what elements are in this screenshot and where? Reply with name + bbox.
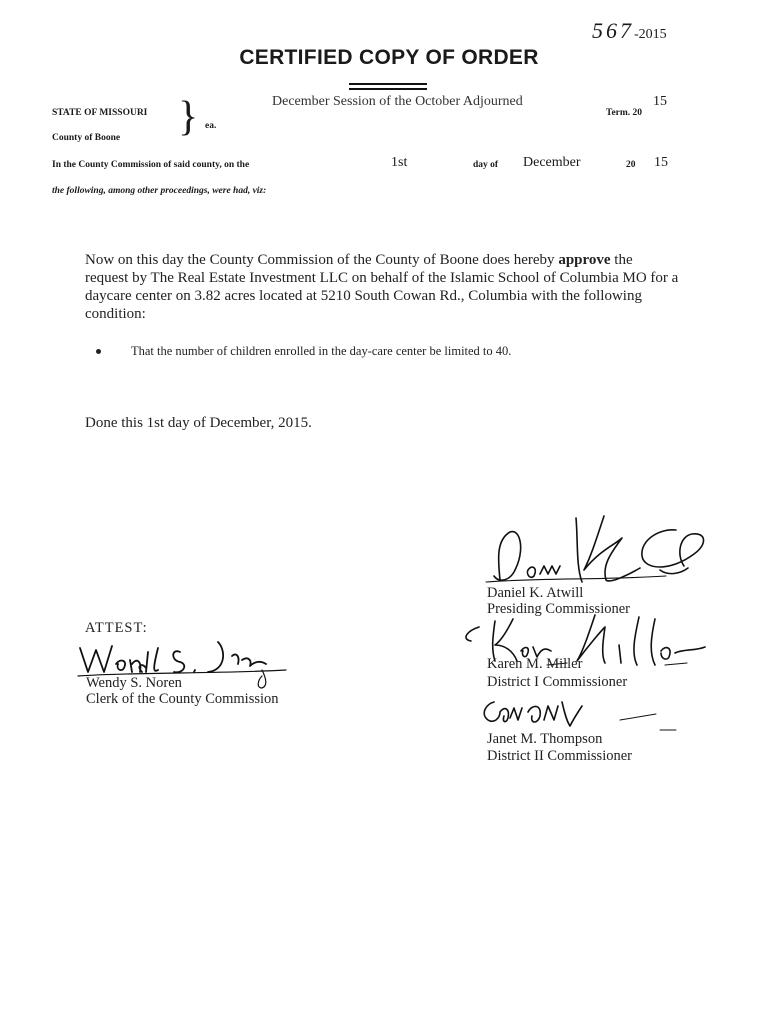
clerk-name: Wendy S. Noren (86, 675, 182, 691)
year-value: 15 (654, 155, 668, 170)
signatory-3-title: District II Commissioner (487, 748, 632, 764)
bullet-dot (96, 349, 101, 354)
signatory-2-name: Karen M. Miller (487, 656, 583, 672)
signatory-2-title: District I Commissioner (487, 674, 628, 690)
signatory-1-name: Daniel K. Atwill (487, 585, 584, 601)
attest-label: ATTEST: (85, 620, 148, 636)
body-line-3: daycare center on 3.82 acres located at 5210 South Cowan Rd., Columbia with the following (85, 288, 642, 304)
body-line-1-before: Now on this day the County Commission of the County of Boone does hereby (85, 252, 559, 268)
done-line: Done this 1st day of December, 2015. (85, 415, 312, 431)
ss-label: ea. (205, 121, 217, 131)
day-value: 1st (391, 155, 408, 170)
day-of-label: day of (473, 160, 499, 170)
title-rule-2 (349, 88, 427, 90)
term-value: 15 (653, 94, 667, 109)
order-number (592, 18, 667, 44)
month-value: December (523, 155, 581, 170)
order-number-handwritten: 567 (592, 18, 634, 43)
term-label: Term. 20 (606, 108, 643, 118)
body-line-2: request by The Real Estate Investment LLC on behalf of the Islamic School of Columbia MO for a (85, 270, 679, 286)
atwill-signature (480, 510, 720, 590)
body-line-1-after: the (610, 252, 633, 268)
body-line-1 (85, 251, 678, 269)
clerk-title: Clerk of the County Commission (86, 691, 279, 707)
signatory-3-name: Janet M. Thompson (487, 731, 603, 747)
document-title: CERTIFIED COPY OF ORDER (239, 46, 539, 69)
county-label: County of Boone (52, 133, 121, 143)
condition-bullet: That the number of children enrolled in the day-care center be limited to 40. (131, 344, 512, 358)
body-line-4: condition: (85, 306, 146, 322)
title-rule (349, 83, 427, 85)
session-text: December Session of the October Adjourned (272, 94, 523, 109)
state-label: STATE OF MISSOURI (52, 108, 148, 118)
year-label: 20 (626, 160, 636, 170)
brace: } (178, 94, 199, 140)
order-number-suffix: -2015 (634, 27, 667, 42)
commission-line: In the County Commission of said county, on the (52, 160, 250, 170)
body-paragraph (85, 251, 678, 323)
signatory-1-title: Presiding Commissioner (487, 601, 630, 617)
proceedings-line: the following, among other proceedings, were had, viz: (52, 186, 267, 196)
approve-word: approve (558, 252, 611, 268)
